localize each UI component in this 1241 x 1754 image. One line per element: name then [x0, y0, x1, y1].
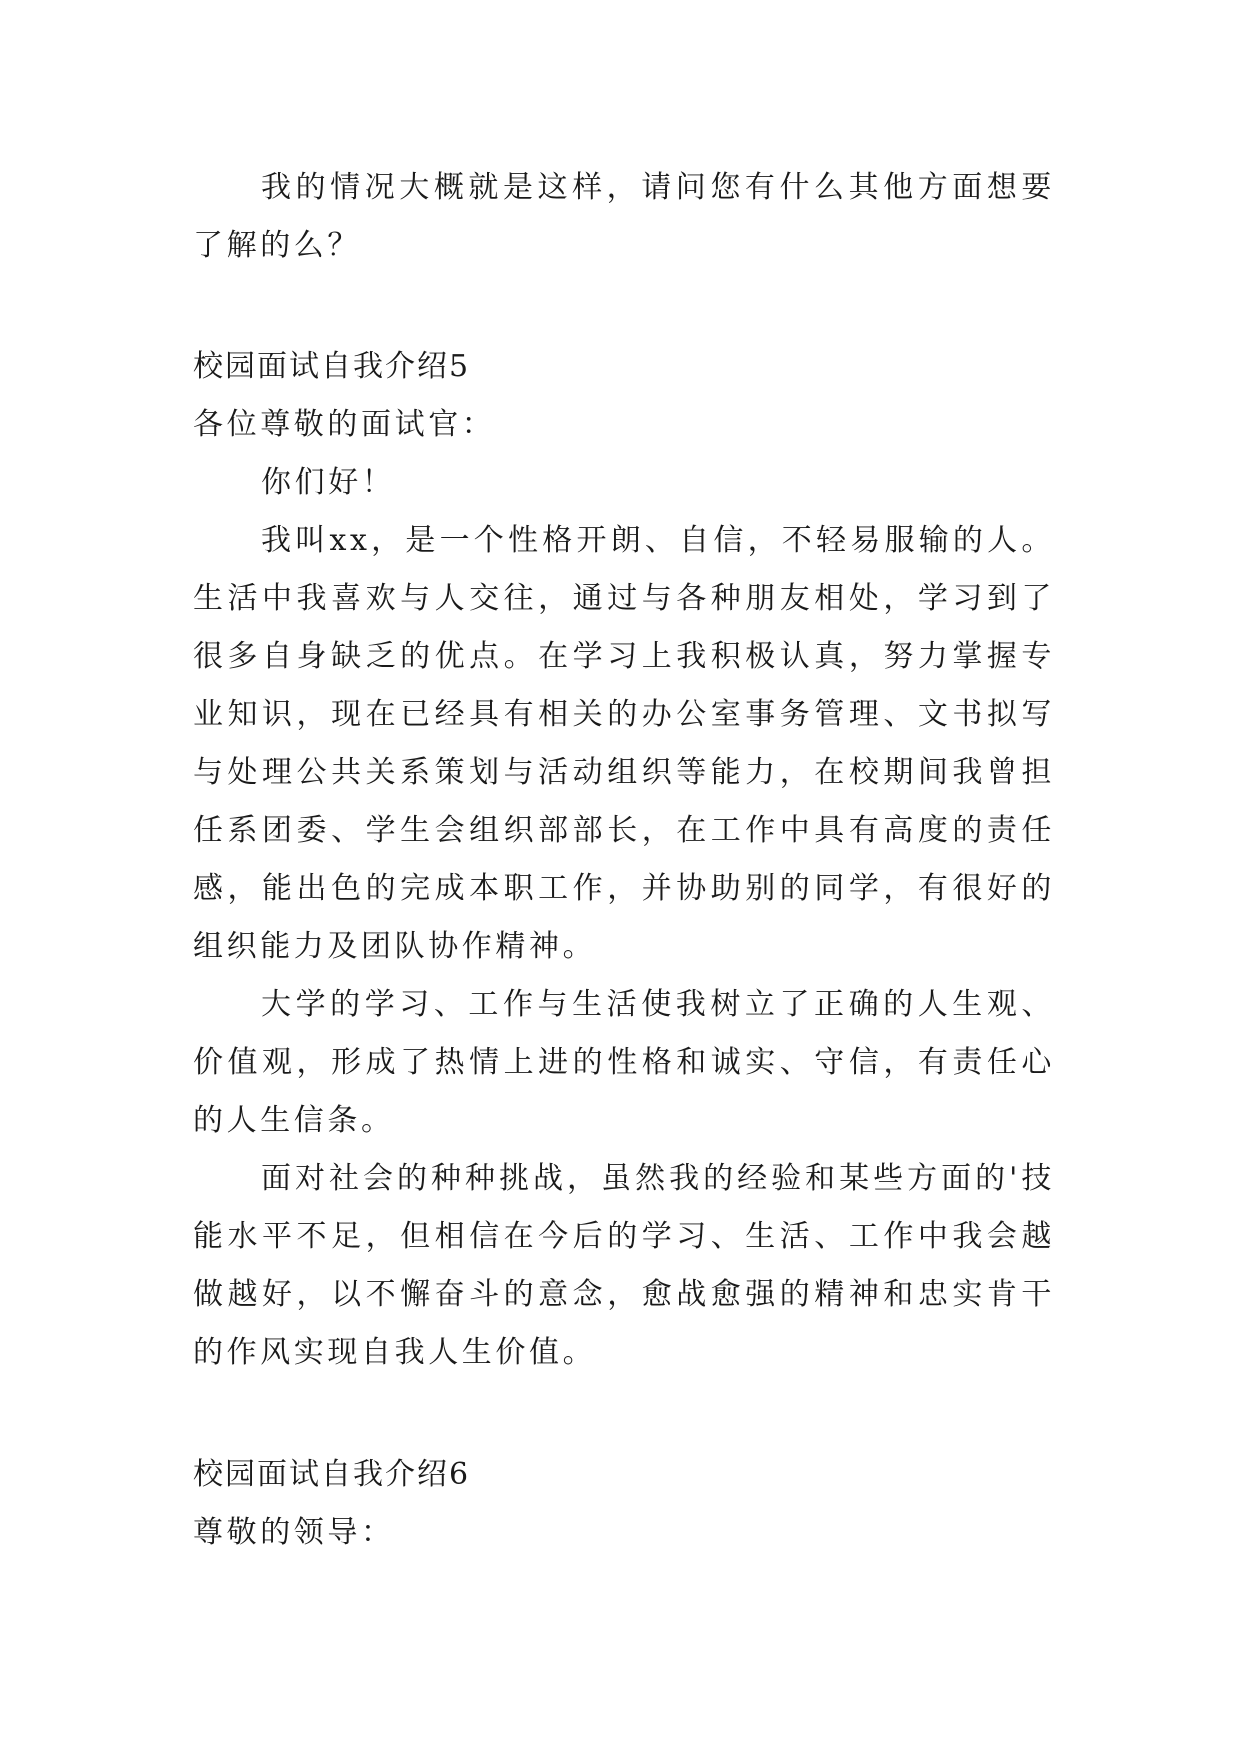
- section-5-salutation: 各位尊敬的面试官：: [193, 407, 496, 442]
- section-5-title: 校园面试自我介绍5: [193, 349, 471, 384]
- section-5-paragraph-1: 我叫xx，是一个性格开朗、自信，不轻易服输的人。生活中我喜欢与人交往，通过与各种朋友相处，学习到了很多自身缺乏的优点。在学习上我积极认真，努力掌握专业知识，现在已经具有相关的办公室事务管理、文书拟写与处理公共关系策划与活动组织等能力，在校期间我曾担任系团委、学生会组织部部长，在工作中具有高度的责任感，能出色的完成本职工作，并协助别的同学，有很好的组织能力及团队协作精神。: [193, 523, 1055, 964]
- section-5-paragraph-3: 面对社会的种种挑战，虽然我的经验和某些方面的'技能水平不足，但相信在今后的学习、生活、工作中我会越做越好，以不懈奋斗的意念，愈战愈强的精神和忠实肯干的作风实现自我人生价值。: [193, 1161, 1055, 1370]
- section-6-title: 校园面试自我介绍6: [193, 1457, 471, 1492]
- section-6-salutation: 尊敬的领导：: [193, 1515, 395, 1550]
- intro-closing-paragraph: 我的情况大概就是这样，请问您有什么其他方面想要了解的么？: [193, 170, 1055, 263]
- section-5-paragraph-2: 大学的学习、工作与生活使我树立了正确的人生观、价值观，形成了热情上进的性格和诚实、守信，有责任心的人生信条。: [193, 987, 1055, 1138]
- section-5-greeting: 你们好！: [261, 465, 396, 500]
